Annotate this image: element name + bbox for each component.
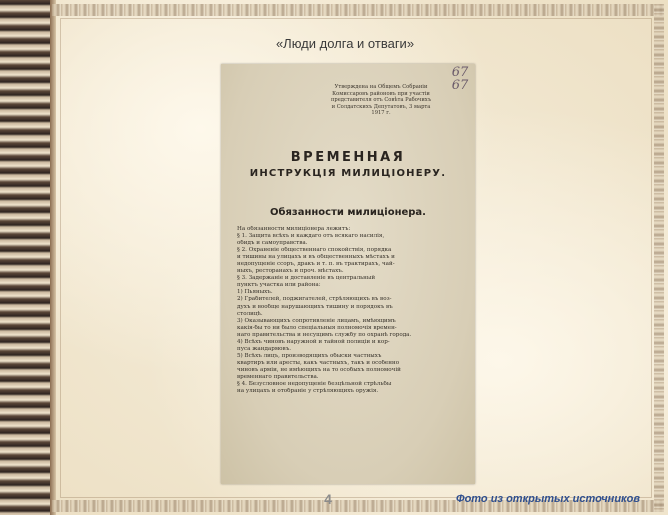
document-line: временнаго правительства. (237, 373, 319, 380)
document-line: 3) Оказывающихъ сопротивленіе лицамъ, имѣющимъ (237, 317, 396, 324)
document-line: пуса жандармовъ. (237, 345, 292, 352)
document-line: чиновъ арміи, не имѣющихъ на то особыхъ полномочій (237, 366, 401, 373)
document-line: ныхъ, ресторанахъ и проч. мѣстахъ. (237, 268, 344, 275)
document-line: недопущеніе ссоръ, дракъ и т. п. въ трактирахъ, чай- (237, 261, 395, 268)
document-body (237, 226, 463, 395)
document-line: § 4. Безусловное недопущеніе безцѣльной стрѣльбы (237, 381, 392, 388)
frame-right-border (654, 4, 664, 512)
document-line: квартиръ или аресты, какъ частныхъ, такъ и особенно (237, 359, 400, 366)
source-note: Фото из открытых источников (455, 493, 640, 505)
handwritten-note: 67 67 (451, 65, 469, 93)
document-line: 5) Всѣхъ лицъ, производящихъ обыски частныхъ (237, 352, 382, 359)
document-line: 2) Грабителей, поджигателей, стрѣляющихъ въ воз- (237, 296, 392, 303)
approval-note: Утверждена на Общемъ Собраніи Комиссаровъ районовъ при участіи представителя отъ Совѣта Рабочихъ и Солдатскихъ Депутатовъ, 3 марта 1917 г. (330, 84, 432, 116)
spiral-binding (0, 0, 56, 515)
document-line: какія-бы то ни было спеціальныя полномочія времен- (237, 324, 397, 331)
document-line: На обязанности милиціонера лежитъ: (237, 226, 351, 232)
section-heading: Обязанности милиціонера. (270, 207, 426, 218)
page-number: 4 (324, 491, 332, 507)
document-line: столицѣ. (237, 310, 263, 317)
document-line: § 3. Задержаніе и доставленіе въ центральный (237, 275, 376, 282)
frame-top-border (52, 4, 664, 16)
scanned-document (221, 64, 475, 484)
document-line: пунктъ участка или района: (237, 282, 321, 289)
document-line: обидъ и самоуправства. (237, 240, 308, 247)
document-line: 1) Пьяныхъ. (237, 289, 273, 296)
binding-edge (50, 0, 56, 515)
document-line: и тишины на улицахъ и въ общественныхъ мѣстахъ и (237, 254, 395, 261)
document-line: наго правительства и несущимъ службу по охранѣ города. (237, 331, 412, 338)
document-line: духъ и вообще нарушающихъ тишину и порядокъ въ (237, 303, 393, 310)
document-subtitle: ИНСТРУКЦІЯ МИЛИЦІОНЕРУ. (249, 168, 447, 179)
document-line: § 1. Защита всѣхъ и каждаго отъ всякаго насилія, (237, 233, 385, 240)
document-line: на улицахъ и отобраніе у стрѣляющихъ оружія. (237, 388, 379, 395)
document-title: ВРЕМЕННАЯ (290, 150, 406, 165)
document-line: 4) Всѣхъ чиновъ наружной и тайной полиціи и кор- (237, 338, 390, 345)
page-caption: «Люди долга и отваги» (275, 36, 415, 51)
document-line: § 2. Охраненіе общественнаго спокойствія, порядка (237, 247, 392, 254)
